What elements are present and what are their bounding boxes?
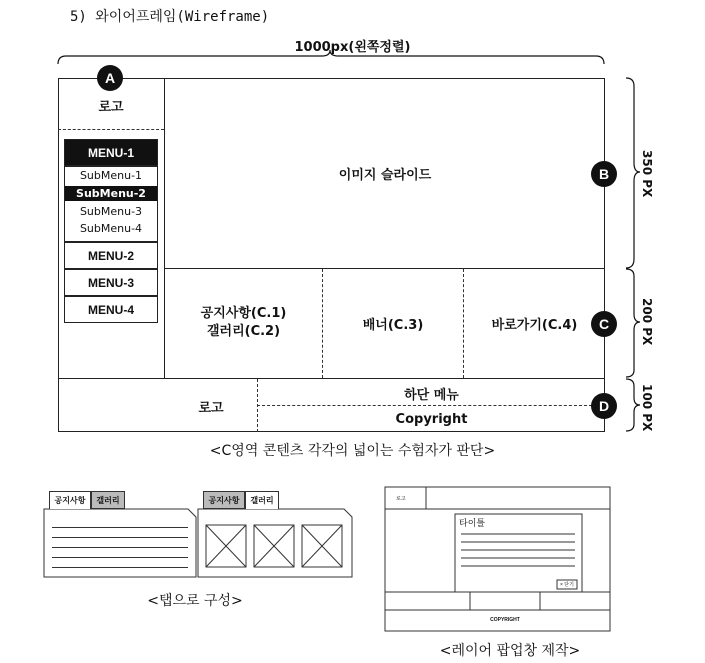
slide-divider	[165, 268, 605, 269]
gallery-label: 갤러리(C.2)	[206, 324, 281, 339]
menu-4[interactable]: MENU-4	[64, 296, 158, 323]
notice-label: 공지사항(C.1)	[200, 306, 287, 321]
submenu-3[interactable]: SubMenu-3	[65, 204, 157, 219]
popup-caption: <레이어 팝업창 제작>	[439, 643, 581, 659]
height-label-100: 100 PX	[640, 384, 654, 432]
list-line	[52, 567, 188, 568]
width-label: 1000px(왼쪽정렬)	[294, 40, 411, 55]
popup-example-logo: 로고	[396, 496, 406, 502]
footer-logo: 로고	[198, 400, 224, 416]
image-slide: 이미지 슬라이드	[338, 167, 432, 183]
popup-title: 타이틀	[459, 519, 486, 529]
badge-a: A	[97, 65, 123, 91]
tabs-caption: <탭으로 구성>	[147, 593, 243, 609]
submenu-4[interactable]: SubMenu-4	[65, 221, 157, 236]
footer-menu-divider	[257, 405, 592, 406]
logo-divider	[58, 129, 164, 130]
shortcut-area: 바로가기(C.4)	[491, 317, 578, 333]
menu-1[interactable]: MENU-1	[64, 139, 158, 166]
list-line	[52, 537, 188, 538]
list-line	[52, 547, 188, 548]
list-line	[52, 557, 188, 558]
badge-d: D	[591, 393, 617, 419]
submenu-1[interactable]: SubMenu-1	[65, 168, 157, 183]
tab-gallery-2[interactable]: 갤러리	[245, 491, 279, 509]
tab-notice-1[interactable]: 공지사항	[49, 491, 91, 509]
submenu-2[interactable]: SubMenu-2	[65, 186, 157, 201]
list-line	[52, 527, 188, 528]
banner-area: 배너(C.3)	[362, 317, 424, 333]
copyright: Copyright	[395, 411, 468, 427]
notice-gallery-area	[165, 305, 322, 341]
popup-example-copyright: COPYRIGHT	[490, 617, 520, 623]
menu-3[interactable]: MENU-3	[64, 269, 158, 296]
footer-menu: 하단 메뉴	[404, 387, 459, 403]
logo: 로고	[98, 99, 124, 115]
badge-b: B	[591, 161, 617, 187]
footer-divider	[58, 378, 605, 379]
badge-c: C	[591, 311, 617, 337]
tab-gallery-1[interactable]: 갤러리	[91, 491, 125, 509]
height-label-350: 350 PX	[640, 150, 654, 198]
page-title: 5) 와이어프레임(Wireframe)	[70, 9, 270, 25]
main-caption: <C영역 콘텐츠 각각의 넓이는 수험자가 판단>	[209, 443, 496, 459]
height-label-200: 200 PX	[640, 298, 654, 346]
popup-close-button[interactable]: × 닫기	[560, 582, 574, 588]
menu-2[interactable]: MENU-2	[64, 242, 158, 269]
tab-notice-2[interactable]: 공지사항	[203, 491, 245, 509]
